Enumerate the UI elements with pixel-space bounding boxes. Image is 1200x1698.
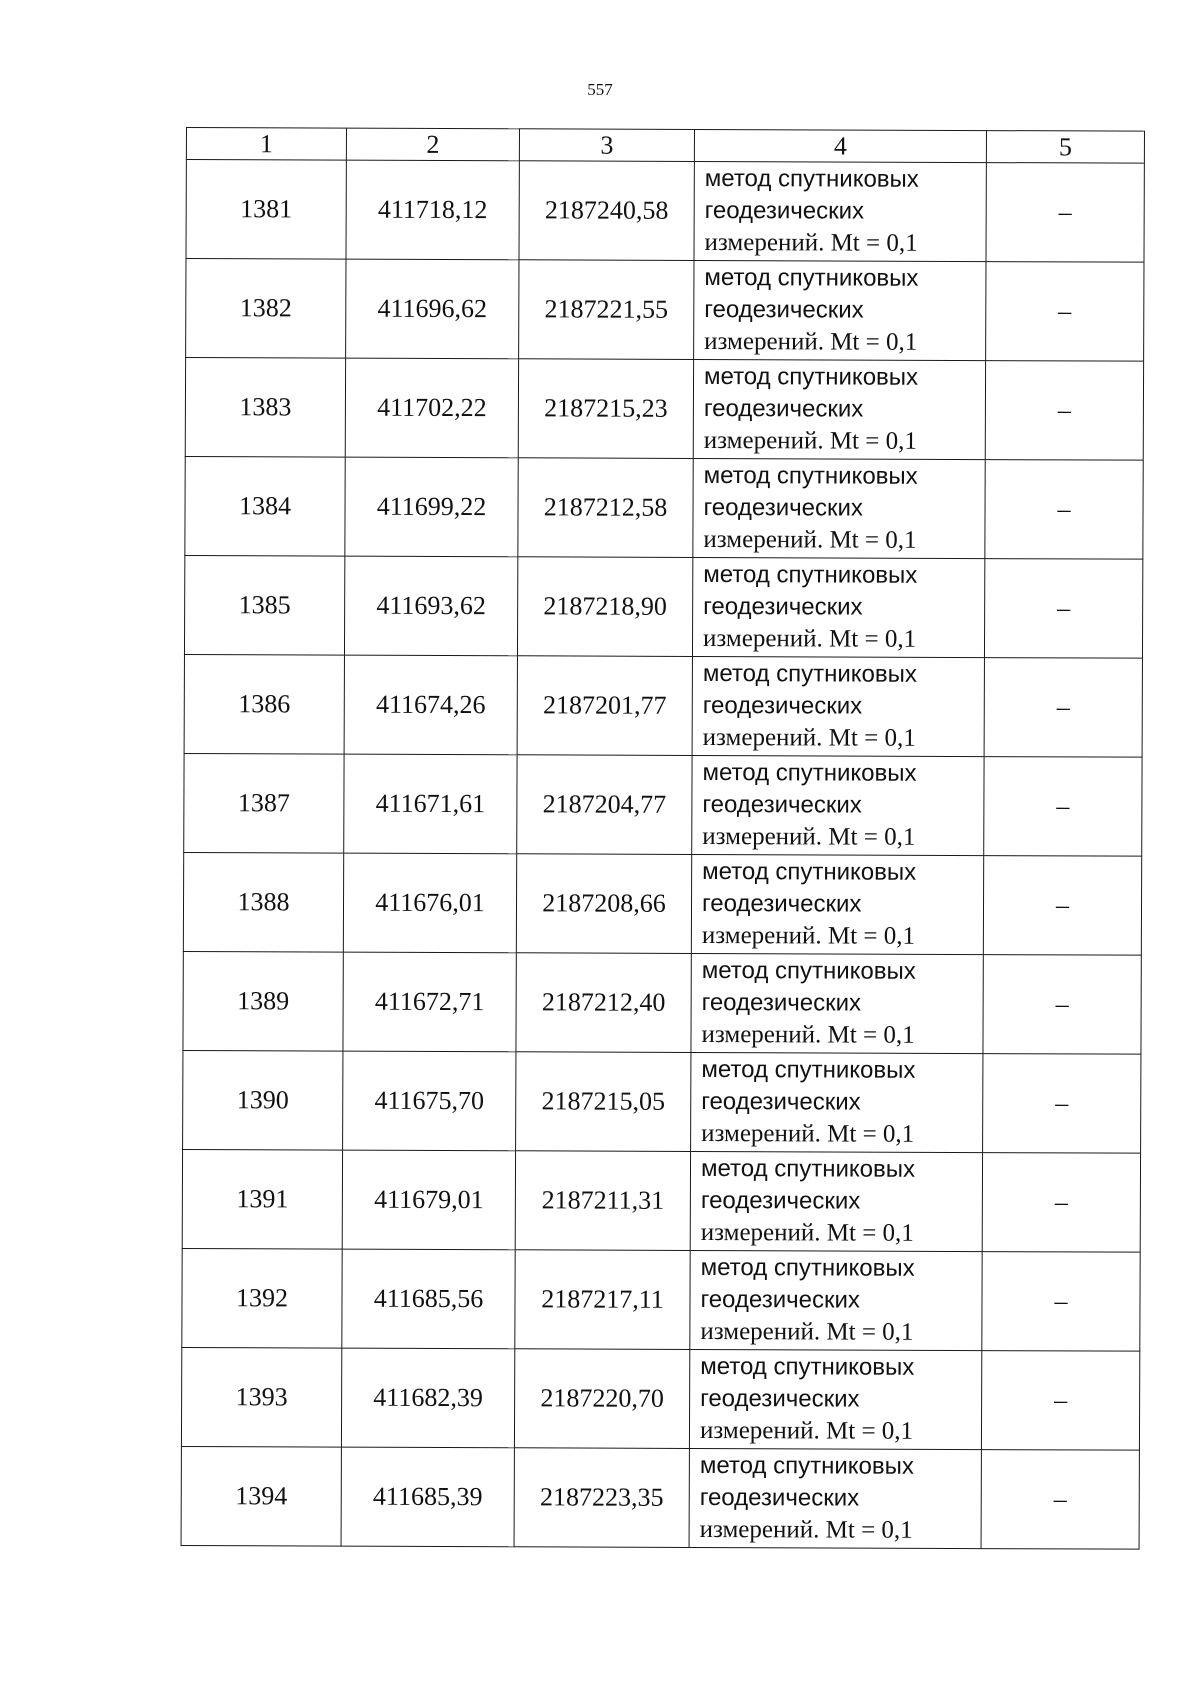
header-col-5: 5 [986, 131, 1144, 164]
x-coordinate-cell: 411699,22 [345, 457, 518, 557]
method-line: измерений. Mt = 0,1 [699, 1416, 914, 1445]
point-number-cell: 1381 [186, 160, 346, 260]
x-coordinate-cell: 411696,62 [346, 259, 519, 359]
y-coordinate-cell: 2187212,58 [518, 458, 693, 558]
note-cell: – [986, 262, 1144, 362]
point-number-cell: 1387 [184, 753, 344, 853]
method-line: измерений. Mt = 0,1 [703, 426, 917, 455]
point-number-cell: 1382 [186, 259, 346, 359]
method-line: измерений. Mt = 0,1 [704, 228, 918, 257]
method-line: метод спутниковых [702, 857, 917, 886]
method-line: измерений. Mt = 0,1 [701, 1020, 915, 1049]
y-coordinate-cell: 2187221,55 [519, 260, 694, 360]
method-line: геодезических [703, 394, 864, 423]
method-cell [694, 260, 986, 360]
method-cell [693, 359, 985, 459]
method-line: метод спутниковых [700, 1253, 915, 1282]
point-number-cell: 1386 [184, 654, 344, 754]
note-cell: – [984, 559, 1142, 659]
method-line: измерений. Mt = 0,1 [700, 1317, 914, 1346]
method-line: геодезических [704, 295, 864, 324]
y-coordinate-cell: 2187215,23 [518, 359, 693, 459]
method-cell [690, 1151, 982, 1251]
method-cell [692, 755, 984, 855]
method-line: метод спутниковых [701, 956, 916, 985]
method-line: метод спутниковых [700, 1154, 916, 1183]
y-coordinate-cell: 2187223,35 [514, 1448, 689, 1548]
note-cell: – [984, 658, 1142, 758]
method-line: измерений. Mt = 0,1 [703, 525, 917, 554]
method-cell [689, 1448, 981, 1548]
method-cell [691, 953, 983, 1053]
method-line: геодезических [700, 1285, 860, 1314]
point-number-cell: 1393 [181, 1347, 341, 1447]
method-line: геодезических [702, 691, 863, 720]
point-number-cell: 1384 [185, 456, 345, 556]
method-cell [692, 656, 984, 756]
x-coordinate-cell: 411672,71 [343, 952, 516, 1052]
method-line: измерений. Mt = 0,1 [701, 1119, 915, 1148]
page-number: 557 [587, 80, 613, 99]
y-coordinate-cell: 2187218,90 [517, 557, 692, 657]
method-line: измерений. Mt = 0,1 [701, 921, 916, 950]
note-cell: – [983, 1054, 1141, 1154]
method-cell [690, 1250, 982, 1350]
method-line: метод спутниковых [700, 1352, 915, 1381]
method-line: метод спутниковых [703, 461, 918, 490]
y-coordinate-cell: 2187208,66 [516, 854, 691, 954]
method-cell [691, 854, 983, 954]
header-col-1: 1 [186, 128, 346, 161]
table-row [185, 456, 1143, 559]
y-coordinate-cell: 2187220,70 [514, 1349, 689, 1449]
table-row [184, 555, 1142, 658]
method-line: геодезических [701, 889, 862, 918]
y-coordinate-cell: 2187215,05 [516, 1052, 691, 1152]
header-col-3: 3 [519, 129, 694, 162]
table-row [186, 160, 1144, 263]
note-cell: – [986, 163, 1144, 263]
x-coordinate-cell: 411675,70 [343, 1051, 516, 1151]
method-line: геодезических [704, 196, 865, 225]
method-line: геодезических [703, 592, 863, 621]
y-coordinate-cell: 2187240,58 [519, 161, 694, 261]
x-coordinate-cell: 411674,26 [344, 655, 517, 755]
method-line: геодезических [700, 1384, 860, 1413]
method-line: метод спутниковых [703, 362, 919, 391]
method-cell [693, 458, 985, 558]
table-row [183, 1050, 1141, 1153]
note-cell: – [983, 856, 1141, 956]
point-number-cell: 1385 [184, 555, 344, 655]
method-line: геодезических [701, 988, 862, 1017]
method-line: измерений. Mt = 0,1 [702, 822, 916, 851]
x-coordinate-cell: 411685,56 [342, 1249, 515, 1349]
method-line: измерений. Mt = 0,1 [699, 1515, 913, 1544]
point-number-cell: 1391 [182, 1149, 342, 1249]
method-line: метод спутниковых [702, 758, 917, 787]
table-row [186, 259, 1144, 362]
note-cell: – [983, 955, 1141, 1055]
point-number-cell: 1390 [183, 1050, 343, 1150]
method-line: геодезических [700, 1186, 861, 1215]
note-cell: – [982, 1153, 1140, 1253]
method-cell [692, 557, 984, 657]
note-cell: – [984, 757, 1142, 857]
method-line: измерений. Mt = 0,1 [704, 327, 918, 356]
y-coordinate-cell: 2187211,31 [515, 1151, 690, 1251]
note-cell: – [981, 1351, 1139, 1451]
note-cell: – [985, 460, 1143, 560]
x-coordinate-cell: 411671,61 [344, 754, 517, 854]
method-line: измерений. Mt = 0,1 [702, 723, 916, 752]
table-row [184, 654, 1142, 757]
method-line: метод спутниковых [702, 659, 917, 688]
header-col-4: 4 [694, 129, 986, 162]
note-cell: – [982, 1252, 1140, 1352]
method-line: метод спутниковых [704, 263, 919, 292]
method-line: геодезических [701, 1087, 861, 1116]
table-row [185, 358, 1143, 461]
coordinates-table [181, 127, 1145, 1550]
x-coordinate-cell: 411676,01 [343, 853, 516, 953]
point-number-cell: 1394 [181, 1446, 341, 1546]
x-coordinate-cell: 411718,12 [346, 160, 519, 260]
table-row [184, 753, 1142, 856]
method-line: измерений. Mt = 0,1 [702, 624, 917, 653]
note-cell: – [985, 361, 1143, 461]
y-coordinate-cell: 2187212,40 [516, 953, 691, 1053]
y-coordinate-cell: 2187217,11 [515, 1250, 690, 1350]
table-row [183, 852, 1141, 955]
table-body [181, 160, 1144, 1550]
point-number-cell: 1383 [185, 358, 345, 458]
method-line: геодезических [703, 493, 863, 522]
y-coordinate-cell: 2187204,77 [517, 755, 692, 855]
point-number-cell: 1392 [182, 1248, 342, 1348]
point-number-cell: 1389 [183, 951, 343, 1051]
table-header [186, 128, 1144, 164]
method-cell [691, 1052, 983, 1152]
method-cell [694, 161, 986, 261]
x-coordinate-cell: 411702,22 [345, 358, 518, 458]
x-coordinate-cell: 411679,01 [342, 1150, 515, 1250]
point-number-cell: 1388 [183, 852, 343, 952]
method-line: метод спутниковых [699, 1451, 914, 1480]
method-line: геодезических [699, 1483, 860, 1512]
x-coordinate-cell: 411685,39 [341, 1447, 514, 1547]
method-line: измерений. Mt = 0,1 [700, 1218, 914, 1247]
note-cell: – [981, 1450, 1139, 1550]
header-row [186, 128, 1144, 164]
method-line: метод спутниковых [701, 1055, 916, 1084]
x-coordinate-cell: 411693,62 [344, 556, 517, 656]
x-coordinate-cell: 411682,39 [341, 1348, 514, 1448]
method-cell [689, 1349, 981, 1449]
table-row [181, 1446, 1139, 1549]
method-line: метод спутниковых [704, 164, 919, 193]
method-line: геодезических [702, 790, 862, 819]
table-row [181, 1347, 1139, 1450]
header-col-2: 2 [346, 128, 519, 161]
method-line: метод спутниковых [703, 560, 918, 589]
y-coordinate-cell: 2187201,77 [517, 656, 692, 756]
table-row [182, 1149, 1140, 1252]
table-row [183, 951, 1141, 1054]
table-row [182, 1248, 1140, 1351]
